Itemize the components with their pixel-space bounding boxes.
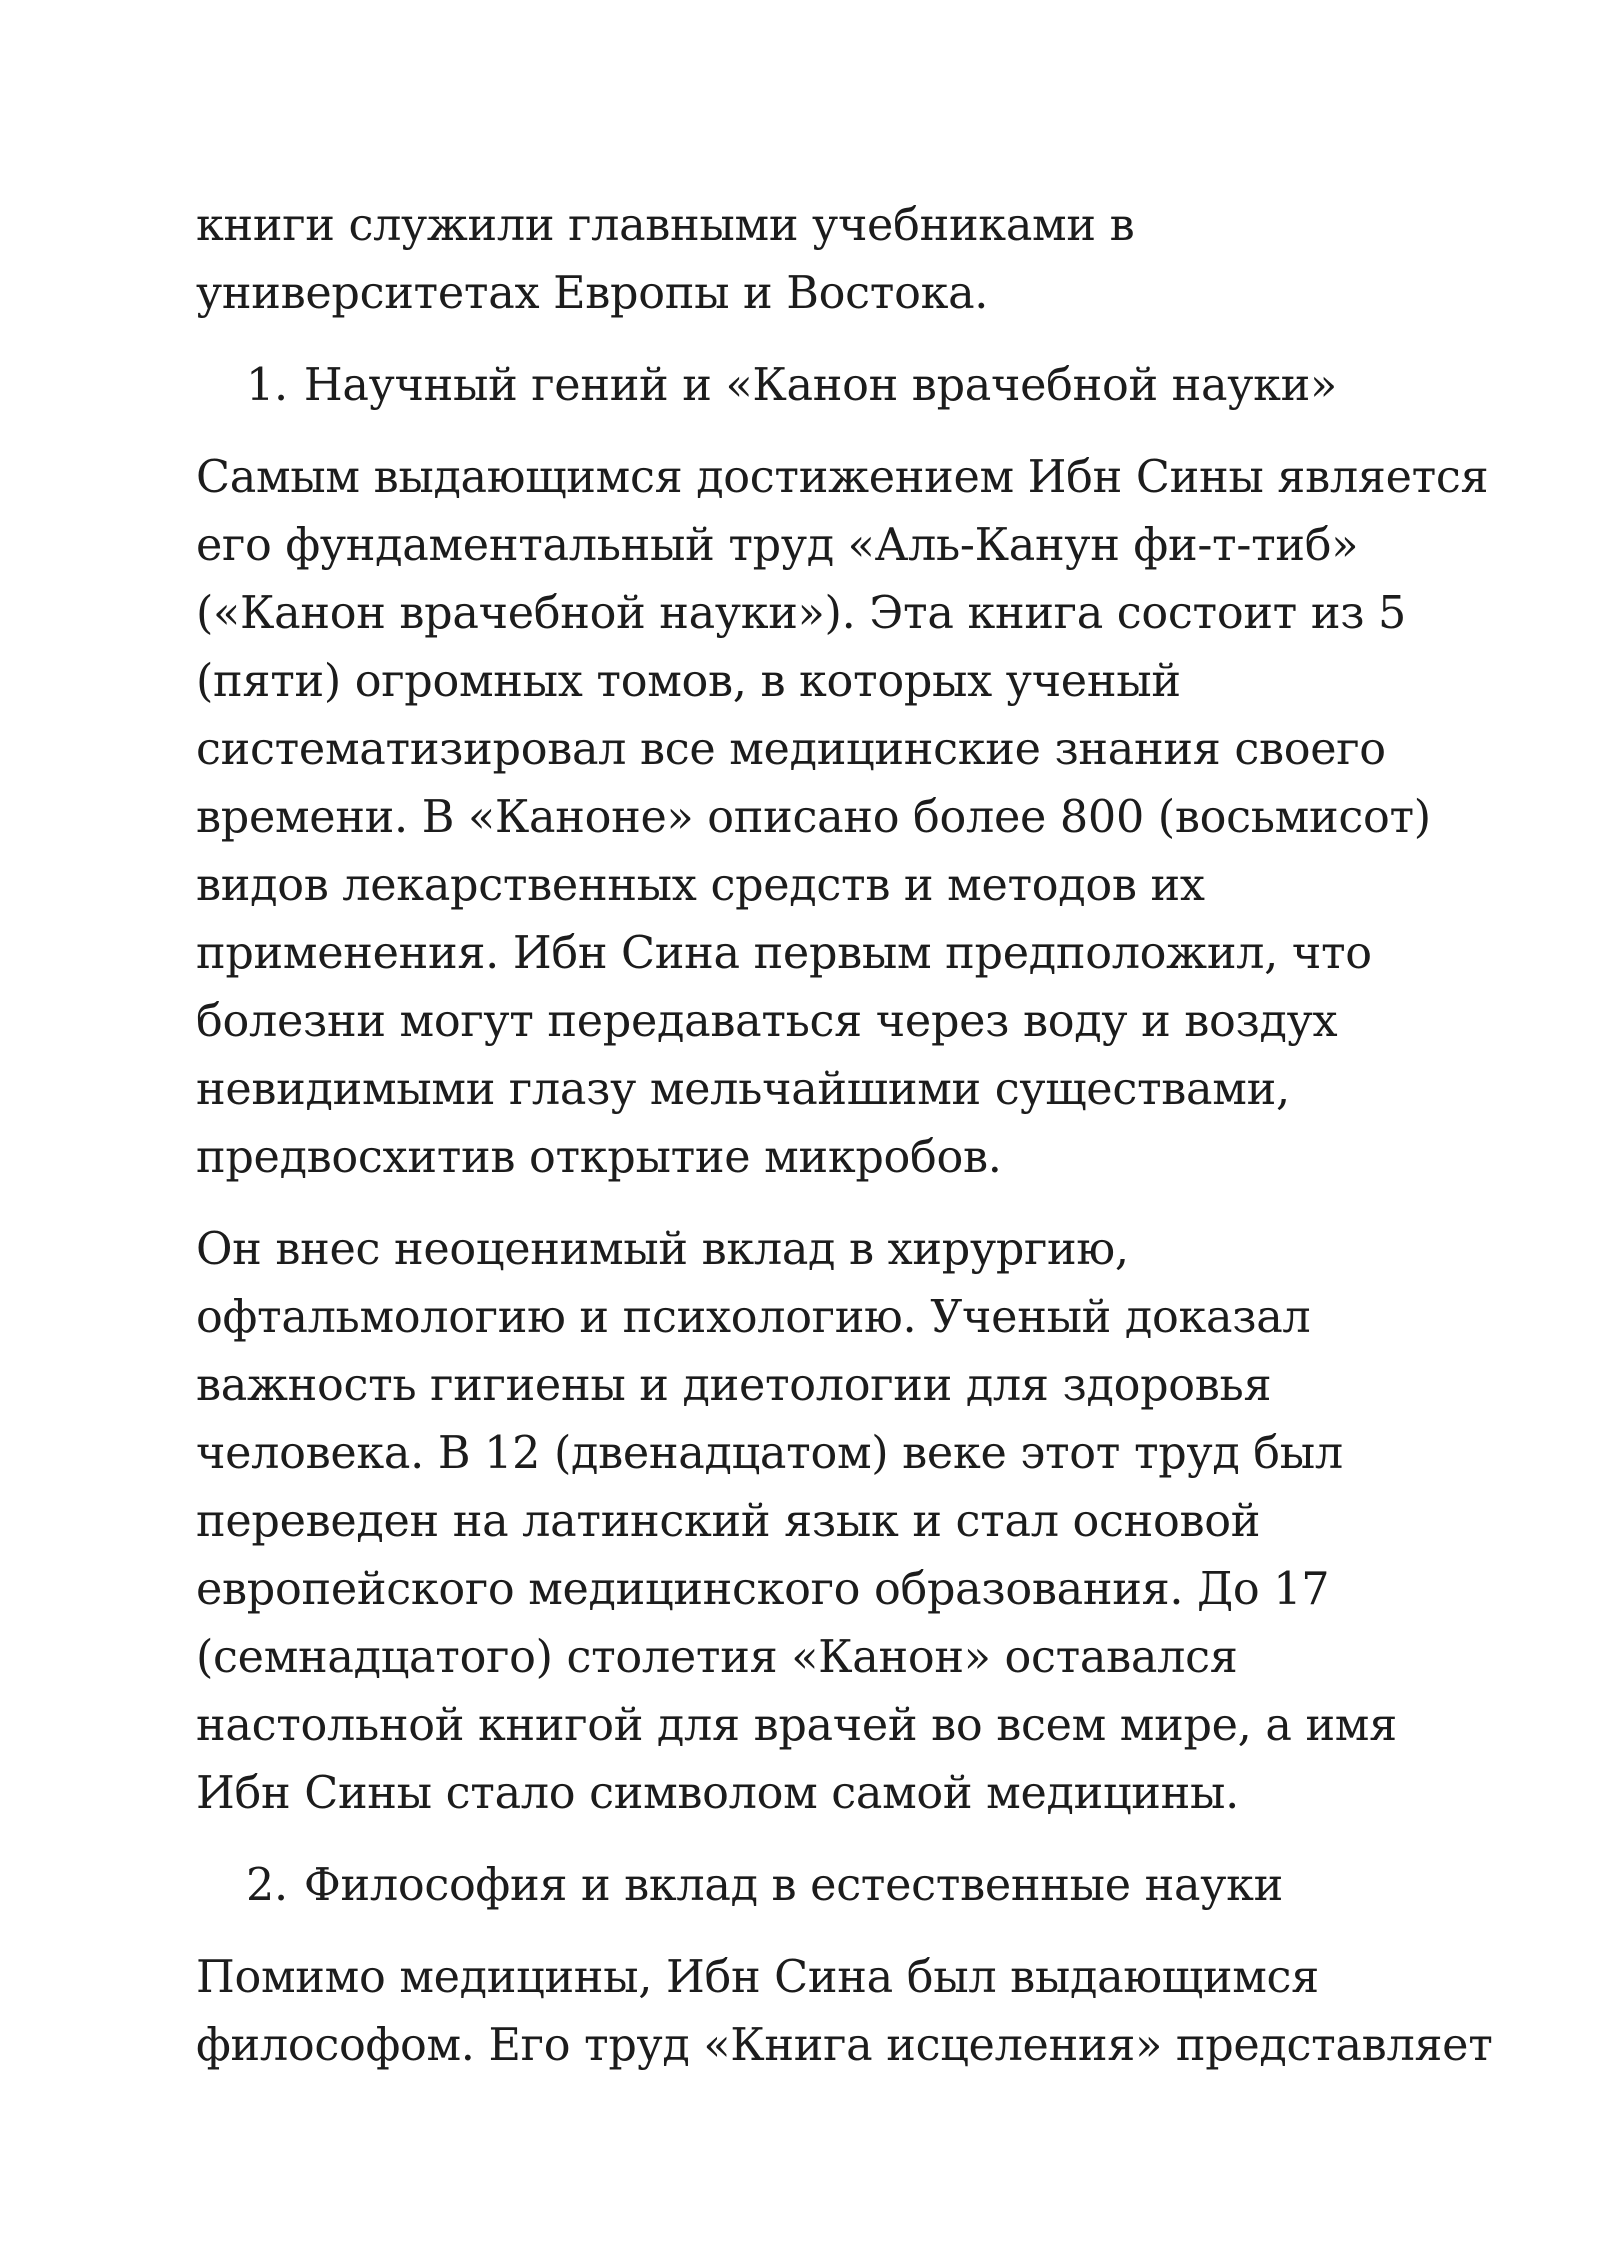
text-line: времени. В «Каноне» описано более 800 (восьмисот) [196,792,1431,843]
text-line: европейского медицинского образования. До 17 [196,1564,1330,1615]
text-line: Он внес неоценимый вклад в хирургию, [196,1224,1129,1275]
section-title: Философия и вклад в естественные науки [303,1860,1283,1911]
paragraph-philosophy [196,1944,1493,2080]
text-line: философом. Его труд «Книга исцеления» представляет [196,2020,1493,2071]
text-line: книги служили главными учебниками в [196,200,1135,251]
text-line: (пяти) огромных томов, в которых ученый [196,656,1181,707]
section-number: 1. [246,360,288,411]
paragraph-canon [196,444,1489,1192]
text-line: важность гигиены и диетологии для здоровья [196,1360,1272,1411]
text-line: человека. В 12 (двенадцатом) веке этот труд был [196,1428,1343,1479]
text-line: Ибн Сины стало символом самой медицины. [196,1768,1239,1819]
text-line: («Канон врачебной науки»). Эта книга состоит из 5 [196,588,1407,639]
text-line: систематизировал все медицинские знания своего [196,724,1386,775]
section-heading-1 [196,352,1410,420]
text-line: видов лекарственных средств и методов их [196,860,1205,911]
continuation-paragraph [196,192,1410,328]
text-line: настольной книгой для врачей во всем мире, а имя [196,1700,1397,1751]
text-line: университетах Европы и Востока. [196,268,989,319]
text-line: Самым выдающимся достижением Ибн Сины является [196,452,1489,503]
text-line: его фундаментальный труд «Аль-Канун фи-т-тиб» [196,520,1359,571]
text-line: офтальмологию и психологию. Ученый доказал [196,1292,1311,1343]
text-line: (семнадцатого) столетия «Канон» оставался [196,1632,1238,1683]
paragraph-contribution [196,1216,1410,1828]
text-line: предвосхитив открытие микробов. [196,1132,1002,1183]
text-line: переведен на латинский язык и стал основой [196,1496,1261,1547]
section-title: Научный гений и «Канон врачебной науки» [303,360,1337,411]
text-line: Помимо медицины, Ибн Сина был выдающимся [196,1952,1319,2003]
text-line: болезни могут передаваться через воду и воздух [196,996,1338,1047]
section-number: 2. [246,1860,288,1911]
text-line: невидимыми глазу мельчайшими существами, [196,1064,1290,1115]
section-heading-2 [196,1852,1410,1920]
text-line: применения. Ибн Сина первым предположил, что [196,928,1372,979]
